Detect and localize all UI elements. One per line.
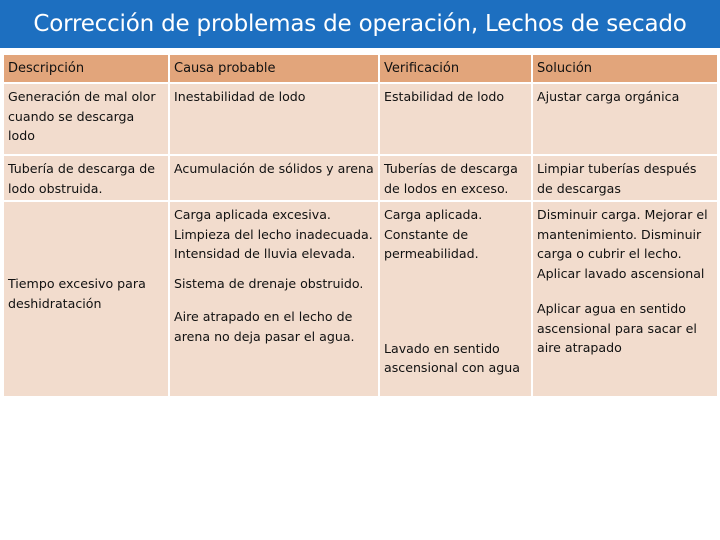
row-2-cause: Acumulación de sólidos y arena (170, 156, 380, 202)
row-1-cause: Inestabilidad de lodo (170, 84, 380, 156)
row-2-verification: Tuberías de descarga de lodos en exceso. (380, 156, 533, 202)
row-1-verification: Estabilidad de lodo (380, 84, 533, 156)
table-row (4, 202, 717, 398)
row-3-verification-1: Carga aplicada. Constante de permeabilidad. (384, 207, 483, 261)
row-3-cause-2: Sistema de drenaje obstruido. (174, 275, 364, 291)
header-causa-probable: Causa probable (170, 55, 380, 84)
slide-title: Corrección de problemas de operación, Lechos de secado (0, 0, 720, 48)
row-3-description (4, 202, 170, 398)
row-3-solution (533, 202, 717, 398)
header-solucion: Solución (533, 55, 717, 84)
row-3-solution-3: Aplicar agua en sentido ascensional para sacar el aire atrapado (537, 301, 697, 355)
row-1-description: Generación de mal olor cuando se descarga lodo (4, 84, 170, 156)
row-2-description: Tubería de descarga de lodo obstruida. (4, 156, 170, 202)
row-1-solution: Ajustar carga orgánica (533, 84, 717, 156)
table-row (4, 84, 717, 156)
row-3-cause-1: Carga aplicada excesiva. Limpieza del lecho inadecuada. Intensidad de lluvia elevada. (174, 207, 373, 261)
row-3-description-text: Tiempo excesivo para deshidratación (8, 276, 146, 311)
row-3-cause (170, 202, 380, 398)
row-3-cause-3: Aire atrapado en el lecho de arena no deja pasar el agua. (174, 309, 355, 344)
row-3-verification (380, 202, 533, 398)
row-2-solution: Limpiar tuberías después de descargas (533, 156, 717, 202)
header-descripcion: Descripción (4, 55, 170, 84)
row-3-verification-3: Lavado en sentido ascensional con agua (384, 340, 520, 375)
troubleshooting-table (4, 55, 717, 398)
table-header-row (4, 55, 717, 84)
row-3-solution-1: Disminuir carga. Mejorar el mantenimiento. Disminuir carga o cubrir el lecho. Aplicar lavado ascensional (537, 207, 708, 281)
header-verificacion: Verificación (380, 55, 533, 84)
table-row (4, 156, 717, 202)
